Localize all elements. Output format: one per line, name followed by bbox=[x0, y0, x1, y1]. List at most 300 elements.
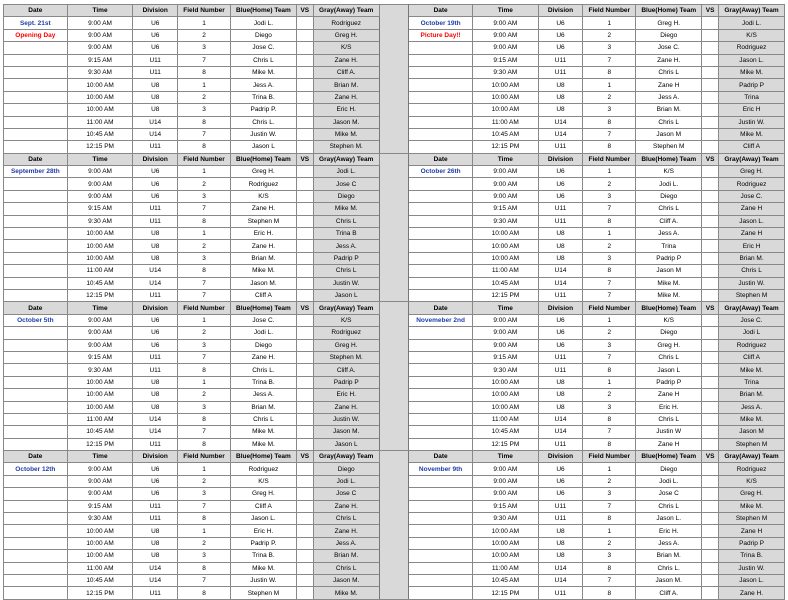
vs-cell bbox=[296, 79, 313, 91]
division: U6 bbox=[538, 42, 583, 54]
home-team: Chris L. bbox=[231, 364, 297, 376]
division: U8 bbox=[538, 389, 583, 401]
date-cell bbox=[4, 351, 68, 363]
division: U6 bbox=[133, 42, 178, 54]
division: U11 bbox=[133, 141, 178, 153]
field-number: 8 bbox=[178, 364, 231, 376]
date-cell bbox=[4, 228, 68, 240]
field-number: 2 bbox=[583, 389, 636, 401]
vs-cell bbox=[296, 438, 313, 450]
field-number-header: Field Number bbox=[178, 5, 231, 17]
away-team: Stephen M. bbox=[313, 141, 379, 153]
date-cell bbox=[409, 537, 473, 549]
game-time: 10:00 AM bbox=[472, 240, 538, 252]
field-number: 7 bbox=[178, 500, 231, 512]
game-time: 9:00 AM bbox=[472, 327, 538, 339]
vs-cell bbox=[296, 376, 313, 388]
division: U11 bbox=[538, 513, 583, 525]
vs-header: VS bbox=[296, 153, 313, 165]
date-cell bbox=[409, 79, 473, 91]
date-cell bbox=[4, 277, 68, 289]
division-header: Division bbox=[133, 5, 178, 17]
field-number: 1 bbox=[178, 314, 231, 326]
game-time: 10:00 AM bbox=[472, 252, 538, 264]
date-cell bbox=[4, 289, 68, 301]
date-header: Date bbox=[4, 451, 68, 463]
field-number: 2 bbox=[178, 327, 231, 339]
division-header: Division bbox=[538, 153, 583, 165]
game-time: 9:30 AM bbox=[472, 513, 538, 525]
date-cell bbox=[409, 54, 473, 66]
vs-cell bbox=[702, 128, 719, 140]
field-number: 2 bbox=[178, 91, 231, 103]
home-team: Jason L bbox=[231, 141, 297, 153]
date-cell bbox=[409, 426, 473, 438]
division: U11 bbox=[133, 500, 178, 512]
game-time: 9:30 AM bbox=[472, 66, 538, 78]
game-time: 11:00 AM bbox=[472, 265, 538, 277]
home-team: Chris L bbox=[636, 116, 702, 128]
game-time: 9:00 AM bbox=[472, 463, 538, 475]
game-time: 10:00 AM bbox=[472, 376, 538, 388]
vs-cell bbox=[296, 463, 313, 475]
away-team: Padrip P bbox=[719, 537, 785, 549]
game-time: 9:00 AM bbox=[472, 190, 538, 202]
away-team: Rodriguez bbox=[719, 178, 785, 190]
home-team: Trina B. bbox=[231, 91, 297, 103]
away-team: Trina B bbox=[313, 228, 379, 240]
game-time: 11:00 AM bbox=[67, 116, 133, 128]
home-team: K/S bbox=[636, 166, 702, 178]
field-number: 8 bbox=[178, 215, 231, 227]
division-header: Division bbox=[538, 5, 583, 17]
time-header: Time bbox=[472, 302, 538, 314]
date-cell bbox=[409, 488, 473, 500]
home-team: Jess A. bbox=[636, 537, 702, 549]
vs-cell bbox=[702, 265, 719, 277]
vs-cell bbox=[702, 574, 719, 586]
home-team: Diego bbox=[231, 29, 297, 41]
vs-cell bbox=[296, 550, 313, 562]
division: U8 bbox=[538, 228, 583, 240]
away-team: Zane H bbox=[719, 525, 785, 537]
away-team: Jason L. bbox=[719, 574, 785, 586]
vs-cell bbox=[702, 240, 719, 252]
away-team-header: Gray(Away) Team bbox=[313, 5, 379, 17]
game-date: November 9th bbox=[409, 463, 473, 475]
home-team: Brian M. bbox=[636, 104, 702, 116]
away-team: Eric H bbox=[719, 104, 785, 116]
date-cell bbox=[409, 289, 473, 301]
away-team: Justin W. bbox=[719, 562, 785, 574]
field-number: 8 bbox=[178, 66, 231, 78]
field-number: 7 bbox=[178, 351, 231, 363]
away-team: Trina bbox=[719, 91, 785, 103]
vs-cell bbox=[296, 17, 313, 29]
field-number: 7 bbox=[583, 277, 636, 289]
field-number: 2 bbox=[583, 29, 636, 41]
division: U14 bbox=[133, 562, 178, 574]
home-team: Cliff A. bbox=[636, 215, 702, 227]
away-team: Trina B. bbox=[719, 550, 785, 562]
division-header: Division bbox=[133, 302, 178, 314]
field-number: 3 bbox=[178, 252, 231, 264]
field-number-header: Field Number bbox=[178, 302, 231, 314]
vs-cell bbox=[702, 166, 719, 178]
away-team: Jess A. bbox=[313, 537, 379, 549]
home-team: Chris L bbox=[636, 413, 702, 425]
division: U6 bbox=[538, 327, 583, 339]
home-team: Brian M. bbox=[231, 252, 297, 264]
home-team: Jodi L. bbox=[231, 327, 297, 339]
game-time: 9:00 AM bbox=[67, 166, 133, 178]
date-cell bbox=[4, 426, 68, 438]
date-cell bbox=[409, 240, 473, 252]
time-header: Time bbox=[67, 451, 133, 463]
division: U14 bbox=[538, 562, 583, 574]
division: U6 bbox=[133, 17, 178, 29]
away-team: Chris L bbox=[313, 215, 379, 227]
field-number: 7 bbox=[178, 54, 231, 66]
home-team: Stephen M bbox=[636, 141, 702, 153]
vs-cell bbox=[296, 364, 313, 376]
home-team-header: Blue(Home) Team bbox=[636, 451, 702, 463]
game-time: 9:15 AM bbox=[472, 500, 538, 512]
vs-cell bbox=[296, 42, 313, 54]
date-cell bbox=[4, 104, 68, 116]
away-team: Jason M. bbox=[313, 426, 379, 438]
date-cell bbox=[409, 91, 473, 103]
field-number: 8 bbox=[583, 438, 636, 450]
division: U8 bbox=[538, 537, 583, 549]
game-time: 10:45 AM bbox=[67, 426, 133, 438]
home-team: Zane H bbox=[636, 438, 702, 450]
home-team: K/S bbox=[231, 190, 297, 202]
game-schedule-table bbox=[3, 4, 785, 600]
field-number: 1 bbox=[178, 376, 231, 388]
game-time: 9:00 AM bbox=[67, 17, 133, 29]
division: U6 bbox=[538, 17, 583, 29]
home-team: Jason M. bbox=[636, 574, 702, 586]
away-team: Stephen M. bbox=[313, 351, 379, 363]
field-number: 8 bbox=[178, 587, 231, 599]
game-time: 9:15 AM bbox=[67, 203, 133, 215]
game-time: 10:00 AM bbox=[472, 228, 538, 240]
vs-cell bbox=[296, 128, 313, 140]
field-number: 7 bbox=[178, 128, 231, 140]
away-team: Eric H bbox=[719, 240, 785, 252]
home-team: Trina B. bbox=[231, 376, 297, 388]
away-team-header: Gray(Away) Team bbox=[719, 302, 785, 314]
home-team: Padrip P bbox=[636, 376, 702, 388]
vs-cell bbox=[296, 525, 313, 537]
away-team: Diego bbox=[313, 190, 379, 202]
vs-cell bbox=[296, 475, 313, 487]
away-team: Jess A. bbox=[313, 240, 379, 252]
field-number: 3 bbox=[178, 339, 231, 351]
vs-cell bbox=[296, 327, 313, 339]
home-team: Jason M. bbox=[231, 277, 297, 289]
home-team: Mike M. bbox=[231, 562, 297, 574]
vs-cell bbox=[296, 166, 313, 178]
vs-cell bbox=[702, 29, 719, 41]
game-time: 9:00 AM bbox=[472, 42, 538, 54]
date-header: Date bbox=[4, 302, 68, 314]
home-team: Jodi L. bbox=[636, 475, 702, 487]
division: U8 bbox=[538, 91, 583, 103]
date-cell bbox=[409, 500, 473, 512]
vs-cell bbox=[296, 265, 313, 277]
game-time: 12:15 PM bbox=[472, 587, 538, 599]
date-cell bbox=[409, 475, 473, 487]
vs-cell bbox=[702, 401, 719, 413]
field-number: 3 bbox=[178, 488, 231, 500]
date-cell bbox=[409, 190, 473, 202]
home-team: Jose C bbox=[636, 488, 702, 500]
game-time: 9:15 AM bbox=[472, 351, 538, 363]
away-team: Zane H bbox=[719, 203, 785, 215]
home-team: Padrip P bbox=[636, 252, 702, 264]
date-cell bbox=[409, 339, 473, 351]
date-note: Picture Day!! bbox=[409, 29, 473, 41]
game-time: 9:00 AM bbox=[472, 166, 538, 178]
field-number: 1 bbox=[178, 463, 231, 475]
date-cell bbox=[4, 413, 68, 425]
away-team: Zane H. bbox=[313, 500, 379, 512]
away-team: Brian M. bbox=[719, 252, 785, 264]
home-team: Chris L bbox=[636, 500, 702, 512]
home-team: Zane H. bbox=[636, 54, 702, 66]
vs-cell bbox=[702, 339, 719, 351]
division: U6 bbox=[133, 339, 178, 351]
away-team: Justin W. bbox=[719, 116, 785, 128]
division: U11 bbox=[133, 289, 178, 301]
date-cell bbox=[409, 327, 473, 339]
home-team: Jess A. bbox=[636, 228, 702, 240]
division: U14 bbox=[133, 413, 178, 425]
vs-cell bbox=[296, 339, 313, 351]
field-number: 7 bbox=[178, 203, 231, 215]
vs-cell bbox=[296, 228, 313, 240]
game-time: 11:00 AM bbox=[472, 562, 538, 574]
game-time: 9:15 AM bbox=[67, 54, 133, 66]
game-time: 10:45 AM bbox=[472, 426, 538, 438]
field-number: 8 bbox=[178, 141, 231, 153]
away-team-header: Gray(Away) Team bbox=[313, 451, 379, 463]
division: U8 bbox=[538, 550, 583, 562]
division: U6 bbox=[538, 463, 583, 475]
vs-cell bbox=[702, 190, 719, 202]
game-time: 9:00 AM bbox=[472, 488, 538, 500]
home-team: Trina bbox=[636, 240, 702, 252]
vs-cell bbox=[702, 550, 719, 562]
home-team: Diego bbox=[636, 463, 702, 475]
date-cell bbox=[4, 574, 68, 586]
division: U14 bbox=[133, 128, 178, 140]
date-cell bbox=[409, 116, 473, 128]
field-number: 2 bbox=[583, 91, 636, 103]
date-cell bbox=[4, 587, 68, 599]
division-header: Division bbox=[133, 153, 178, 165]
home-team: Brian M. bbox=[636, 550, 702, 562]
away-team: Jess A. bbox=[719, 401, 785, 413]
field-number: 8 bbox=[583, 265, 636, 277]
away-team: Jason M bbox=[719, 426, 785, 438]
home-team: Mike M. bbox=[231, 66, 297, 78]
division: U8 bbox=[538, 252, 583, 264]
home-team: Diego bbox=[636, 29, 702, 41]
vs-cell bbox=[702, 91, 719, 103]
game-time: 9:30 AM bbox=[67, 364, 133, 376]
away-team: Chris L bbox=[313, 562, 379, 574]
away-team: Jose C. bbox=[719, 190, 785, 202]
away-team: Mike M. bbox=[719, 413, 785, 425]
division: U14 bbox=[538, 265, 583, 277]
separator-column bbox=[379, 153, 409, 302]
time-header: Time bbox=[472, 5, 538, 17]
division: U8 bbox=[538, 240, 583, 252]
vs-cell bbox=[702, 54, 719, 66]
division: U8 bbox=[538, 79, 583, 91]
away-team-header: Gray(Away) Team bbox=[719, 153, 785, 165]
vs-cell bbox=[702, 438, 719, 450]
division: U6 bbox=[133, 488, 178, 500]
field-number: 1 bbox=[583, 376, 636, 388]
division: U8 bbox=[133, 389, 178, 401]
game-time: 9:00 AM bbox=[67, 178, 133, 190]
field-number: 8 bbox=[178, 413, 231, 425]
field-number: 2 bbox=[178, 240, 231, 252]
division: U14 bbox=[133, 116, 178, 128]
home-team: Cliff A bbox=[231, 289, 297, 301]
away-team-header: Gray(Away) Team bbox=[719, 451, 785, 463]
game-time: 9:15 AM bbox=[67, 351, 133, 363]
division: U11 bbox=[133, 54, 178, 66]
field-number-header: Field Number bbox=[178, 153, 231, 165]
field-number: 3 bbox=[583, 339, 636, 351]
away-team: Jason L bbox=[313, 289, 379, 301]
date-cell bbox=[409, 215, 473, 227]
date-cell bbox=[4, 240, 68, 252]
away-team: Padrip P bbox=[313, 376, 379, 388]
home-team: K/S bbox=[636, 314, 702, 326]
away-team: Greg H. bbox=[313, 29, 379, 41]
field-number: 1 bbox=[583, 525, 636, 537]
away-team: Stephen M bbox=[719, 513, 785, 525]
home-team: Jason M bbox=[636, 128, 702, 140]
home-team: Mike M. bbox=[231, 426, 297, 438]
field-number: 8 bbox=[583, 116, 636, 128]
date-cell bbox=[409, 413, 473, 425]
field-number: 8 bbox=[583, 413, 636, 425]
vs-header: VS bbox=[296, 451, 313, 463]
division: U6 bbox=[133, 314, 178, 326]
vs-cell bbox=[296, 178, 313, 190]
home-team: Zane H. bbox=[231, 203, 297, 215]
home-team: Jose C. bbox=[636, 42, 702, 54]
home-team: Jess A. bbox=[231, 389, 297, 401]
division: U6 bbox=[133, 178, 178, 190]
vs-cell bbox=[296, 488, 313, 500]
vs-cell bbox=[702, 104, 719, 116]
game-time: 9:15 AM bbox=[472, 54, 538, 66]
field-number: 1 bbox=[178, 166, 231, 178]
game-time: 11:00 AM bbox=[472, 413, 538, 425]
vs-cell bbox=[296, 29, 313, 41]
division: U11 bbox=[538, 500, 583, 512]
separator-column bbox=[379, 451, 409, 600]
game-time: 10:00 AM bbox=[472, 537, 538, 549]
home-team: Chris L. bbox=[231, 116, 297, 128]
away-team: Cliff A bbox=[719, 141, 785, 153]
home-team: Mike M. bbox=[636, 289, 702, 301]
date-cell bbox=[4, 513, 68, 525]
home-team: Trina B. bbox=[231, 550, 297, 562]
home-team: Rodriguez bbox=[231, 178, 297, 190]
away-team: Zane H. bbox=[313, 91, 379, 103]
home-team: Zane H bbox=[636, 389, 702, 401]
time-header: Time bbox=[67, 302, 133, 314]
field-number: 3 bbox=[178, 104, 231, 116]
home-team: Stephen M bbox=[231, 215, 297, 227]
vs-cell bbox=[296, 413, 313, 425]
division: U8 bbox=[538, 376, 583, 388]
division: U6 bbox=[538, 475, 583, 487]
vs-cell bbox=[296, 54, 313, 66]
home-team: Greg H. bbox=[636, 339, 702, 351]
home-team: Chris L bbox=[636, 203, 702, 215]
game-time: 12:15 PM bbox=[472, 438, 538, 450]
division: U11 bbox=[133, 587, 178, 599]
field-number: 3 bbox=[583, 252, 636, 264]
game-time: 11:00 AM bbox=[67, 562, 133, 574]
date-cell bbox=[4, 54, 68, 66]
home-team-header: Blue(Home) Team bbox=[231, 451, 297, 463]
date-cell bbox=[4, 438, 68, 450]
vs-cell bbox=[296, 289, 313, 301]
date-cell bbox=[409, 66, 473, 78]
division: U8 bbox=[133, 401, 178, 413]
vs-cell bbox=[296, 513, 313, 525]
game-time: 9:30 AM bbox=[67, 215, 133, 227]
field-number: 2 bbox=[178, 475, 231, 487]
division: U11 bbox=[133, 364, 178, 376]
away-team: Jason M. bbox=[313, 116, 379, 128]
field-number: 8 bbox=[178, 513, 231, 525]
date-cell bbox=[4, 66, 68, 78]
division: U11 bbox=[538, 215, 583, 227]
away-team: Chris L bbox=[313, 265, 379, 277]
division: U8 bbox=[133, 525, 178, 537]
vs-cell bbox=[702, 463, 719, 475]
division: U14 bbox=[133, 265, 178, 277]
home-team: Jason L bbox=[636, 364, 702, 376]
game-date: Sept. 21st bbox=[4, 17, 68, 29]
home-team: Justin W. bbox=[231, 128, 297, 140]
away-team: Eric H. bbox=[313, 104, 379, 116]
game-time: 10:00 AM bbox=[67, 537, 133, 549]
field-number-header: Field Number bbox=[583, 5, 636, 17]
away-team: Brian M. bbox=[313, 79, 379, 91]
field-number: 3 bbox=[178, 190, 231, 202]
field-number: 2 bbox=[583, 240, 636, 252]
date-cell bbox=[4, 252, 68, 264]
game-time: 10:00 AM bbox=[67, 550, 133, 562]
date-cell bbox=[4, 364, 68, 376]
time-header: Time bbox=[472, 153, 538, 165]
vs-cell bbox=[296, 66, 313, 78]
away-team: Padrip P bbox=[719, 79, 785, 91]
